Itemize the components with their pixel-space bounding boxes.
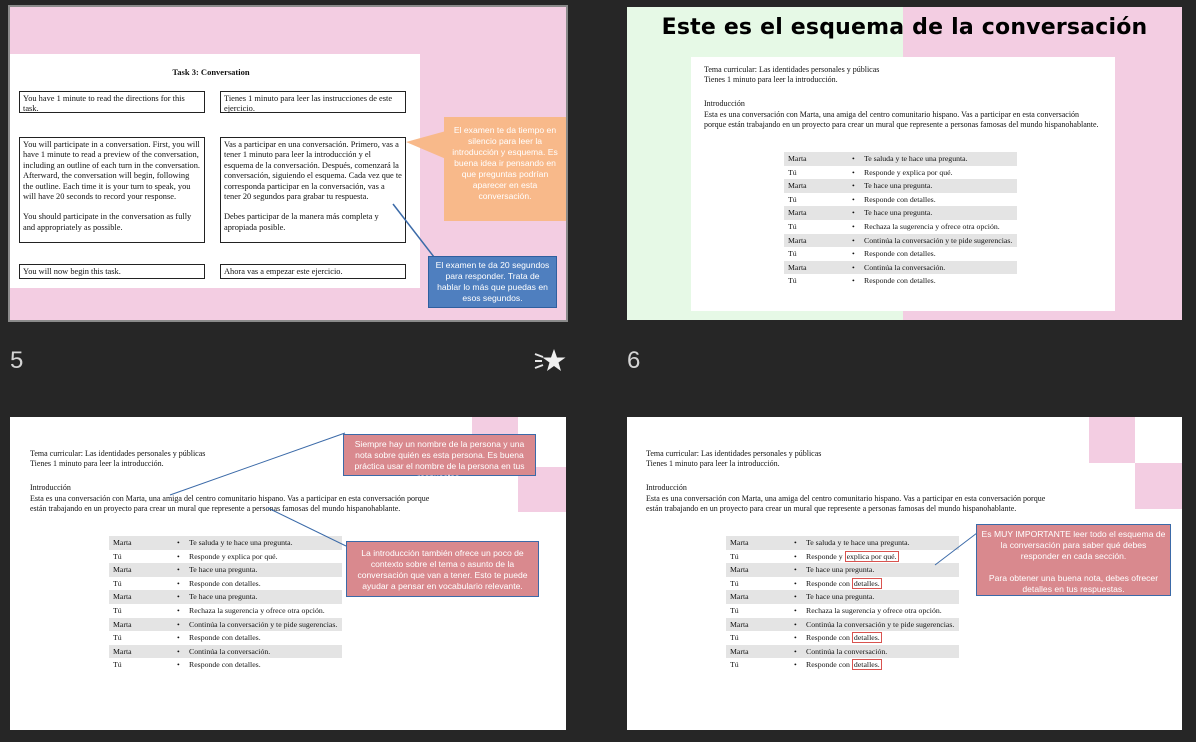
outline-line: Te saluda y te hace una pregunta. bbox=[185, 536, 342, 550]
es-participate-text: Vas a participar en una conversación. Primero, vas a tener 1 minuto para leer la introducción y el esquema de la conversación. Después, comenzará la conversación, siguiendo el esquema. Cada vez que te corresponda participar en la conversación, vas a tener 20 segundos para grabar tu respuesta. bbox=[224, 140, 402, 202]
task-title: Task 3: Conversation bbox=[172, 67, 250, 77]
outline-speaker: Marta bbox=[109, 590, 175, 604]
outline-line: Te hace una pregunta. bbox=[802, 563, 959, 577]
outline-speaker: Marta bbox=[784, 179, 850, 193]
highlighted-phrase: detalles. bbox=[853, 578, 880, 588]
outline-line: Continúa la conversación y te pide sugerencias. bbox=[185, 618, 342, 632]
bullet-icon: • bbox=[794, 660, 797, 670]
outline-line: Te hace una pregunta. bbox=[185, 590, 342, 604]
line-prefix: Responde con bbox=[806, 633, 850, 643]
tiempo-line: Tienes 1 minuto para leer la introducción. bbox=[646, 459, 780, 468]
outline-speaker: Marta bbox=[109, 563, 175, 577]
outline-speaker: Marta bbox=[784, 152, 850, 166]
bullet-icon: • bbox=[852, 194, 855, 204]
outline-row bbox=[784, 247, 1017, 261]
outline-row bbox=[784, 152, 1017, 166]
bullet-icon: • bbox=[792, 536, 802, 550]
outline-line: Continúa la conversación. bbox=[860, 261, 1017, 275]
bullet-icon: • bbox=[792, 563, 802, 577]
bullet-icon: • bbox=[175, 563, 185, 577]
outline-row bbox=[784, 261, 1017, 275]
outline-speaker: Tú bbox=[730, 660, 739, 670]
tiempo-line: Tienes 1 minuto para leer la introducción. bbox=[30, 459, 164, 468]
bullet-icon: • bbox=[792, 590, 802, 604]
bullet-icon: • bbox=[852, 276, 855, 286]
intro-title: Introducción bbox=[30, 483, 71, 492]
slide-6-heading: Este es el esquema de la conversación bbox=[661, 15, 1148, 40]
outline-row bbox=[784, 206, 1017, 220]
outline-speaker: Tú bbox=[730, 578, 739, 588]
outline-speaker: Marta bbox=[784, 261, 850, 275]
outline-line: Responde con detalles. bbox=[189, 578, 261, 588]
outline-speaker: Marta bbox=[726, 645, 792, 659]
outline-line: Continúa la conversación y te pide sugerencias. bbox=[860, 234, 1017, 248]
intro-text: Esta es una conversación con Marta, una amiga del centro comunitario hispano. Vas a participar en esta conversación porque están trabajando en un proyecto para crear un mural que represente a personas famosas del mundo hispanohablante. bbox=[704, 110, 1099, 129]
outline-speaker: Tú bbox=[730, 605, 739, 615]
slide-8-thumbnail[interactable] bbox=[627, 417, 1182, 730]
grade-callout-text: Para obtener una buena nota, debes ofrecer detalles en tus respuestas. bbox=[988, 573, 1159, 594]
outline-line: Te hace una pregunta. bbox=[802, 590, 959, 604]
bullet-icon: • bbox=[850, 261, 860, 275]
bullet-icon: • bbox=[175, 536, 185, 550]
line-prefix: Responde con bbox=[806, 660, 850, 670]
outline-speaker: Marta bbox=[726, 618, 792, 632]
en-participate-text-2: You should participate in the conversation as fully and appropriately as possible. bbox=[23, 212, 192, 232]
bullet-icon: • bbox=[175, 645, 185, 659]
outline-speaker: Tú bbox=[788, 194, 797, 204]
highlighted-phrase: detalles. bbox=[853, 660, 880, 670]
outline-line: Te saluda y te hace una pregunta. bbox=[802, 536, 959, 550]
important-callout-text: Es MUY IMPORTANTE leer todo el esquema de la conversación para saber qué debes responder en cada sección. bbox=[981, 529, 1166, 561]
outline-speaker: Marta bbox=[784, 234, 850, 248]
outline-row bbox=[784, 166, 1017, 180]
outline-speaker: Marta bbox=[109, 536, 175, 550]
bullet-icon: • bbox=[175, 590, 185, 604]
es-begin-box: Ahora vas a empezar este ejercicio. bbox=[220, 264, 406, 279]
tema-line: Tema curricular: Las identidades personales y públicas bbox=[646, 449, 822, 458]
outline-line: Responde y explica por qué. bbox=[189, 551, 278, 561]
outline-row bbox=[784, 274, 1017, 288]
slide-number-6: 6 bbox=[627, 347, 641, 374]
outline-speaker: Marta bbox=[726, 590, 792, 604]
es-participate-text-2: Debes participar de la manera más completa y apropiada posible. bbox=[224, 212, 379, 232]
en-directions-box: You have 1 minute to read the directions for this task. bbox=[19, 91, 205, 113]
bullet-icon: • bbox=[794, 551, 797, 561]
outline-line: Continúa la conversación. bbox=[185, 645, 342, 659]
intro-title: Introducción bbox=[704, 99, 745, 108]
outline-speaker: Tú bbox=[730, 551, 739, 561]
bullet-icon: • bbox=[852, 221, 855, 231]
intro-callout-note: La introducción también ofrece un poco de contexto sobre el tema o asunto de la conversación que van a tener. Esto te puede ayudar a pensar en vocabulario relevante. bbox=[346, 541, 539, 597]
outline-speaker: Marta bbox=[109, 618, 175, 632]
slide-6-thumbnail[interactable] bbox=[627, 7, 1182, 320]
bullet-icon: • bbox=[852, 167, 855, 177]
outline-speaker: Tú bbox=[113, 605, 122, 615]
line-prefix: Responde y bbox=[806, 551, 843, 561]
outline-speaker: Tú bbox=[788, 221, 797, 231]
outline-line: Responde con detalles. bbox=[864, 194, 936, 204]
bullet-icon: • bbox=[850, 152, 860, 166]
outline-row bbox=[784, 179, 1017, 193]
en-participate-text: You will participate in a conversation. First, you will have 1 minute to read a preview of the conversation, including an outline of each turn in the conversation. Afterward, the conversation will begin, following the outline. Each time it is your turn to speak, you will have 20 seconds to record your response. bbox=[23, 140, 200, 202]
highlighted-phrase: detalles. bbox=[853, 633, 880, 643]
outline-speaker: Marta bbox=[109, 645, 175, 659]
en-begin-box: You will now begin this task. bbox=[19, 264, 205, 279]
bullet-icon: • bbox=[850, 179, 860, 193]
outline-line: Rechaza la sugerencia y ofrece otra opción. bbox=[189, 605, 325, 615]
intro-text: Esta es una conversación con Marta, una amiga del centro comunitario hispano. Vas a participar en esta conversación porque están trabajando en un proyecto para crear un mural que represente a personas famosas del mundo hispanohablante. bbox=[30, 494, 430, 513]
bullet-icon: • bbox=[850, 234, 860, 248]
outline-speaker: Tú bbox=[730, 633, 739, 643]
outline-line: Rechaza la sugerencia y ofrece otra opción. bbox=[806, 605, 942, 615]
es-directions-box: Tienes 1 minuto para leer las instrucciones de este ejercicio. bbox=[220, 91, 406, 113]
bullet-icon: • bbox=[175, 618, 185, 632]
line-prefix: Responde con bbox=[806, 578, 850, 588]
bullet-icon: • bbox=[177, 578, 180, 588]
bullet-icon: • bbox=[794, 578, 797, 588]
outline-line: Continúa la conversación y te pide sugerencias. bbox=[802, 618, 959, 632]
bullet-icon: • bbox=[850, 206, 860, 220]
outline-row bbox=[784, 234, 1017, 248]
outline-line: Te hace una pregunta. bbox=[860, 179, 1017, 193]
outline-line: Te hace una pregunta. bbox=[860, 206, 1017, 220]
tiempo-line: Tienes 1 minuto para leer la introducción. bbox=[704, 75, 838, 84]
outline-speaker: Tú bbox=[113, 578, 122, 588]
bullet-icon: • bbox=[177, 605, 180, 615]
outline-line: Responde con detalles. bbox=[864, 276, 936, 286]
outline-line: Rechaza la sugerencia y ofrece otra opción. bbox=[864, 221, 1000, 231]
slide-number-5: 5 bbox=[10, 347, 24, 374]
bullet-icon: • bbox=[794, 633, 797, 643]
outline-speaker: Tú bbox=[788, 249, 797, 259]
outline-line: Te hace una pregunta. bbox=[185, 563, 342, 577]
intro-title: Introducción bbox=[646, 483, 687, 492]
outline-line: Te saluda y te hace una pregunta. bbox=[860, 152, 1017, 166]
intro-text: Esta es una conversación con Marta, una amiga del centro comunitario hispano. Vas a participar en esta conversación porque están trabajando en un proyecto para crear un mural que represente a personas famosas del mundo hispanohablante. bbox=[646, 494, 1046, 513]
outline-speaker: Marta bbox=[784, 206, 850, 220]
orange-callout-note: El examen te da tiempo en silencio para leer la introducción y esquema. Es buena idea ir pensando en que preguntas podrían aparecer en esta conversación. bbox=[444, 117, 566, 221]
outline-line: Responde con detalles. bbox=[189, 633, 261, 643]
bullet-icon: • bbox=[177, 660, 180, 670]
outline-table bbox=[784, 152, 1017, 288]
bullet-icon: • bbox=[792, 618, 802, 632]
bullet-icon: • bbox=[792, 645, 802, 659]
outline-rows bbox=[784, 152, 1017, 288]
bullet-icon: • bbox=[852, 249, 855, 259]
highlighted-phrase: explica por qué. bbox=[846, 551, 897, 561]
outline-speaker: Tú bbox=[113, 633, 122, 643]
outline-line: Responde con detalles. bbox=[189, 660, 261, 670]
outline-speaker: Marta bbox=[726, 563, 792, 577]
outline-line: Responde con detalles. bbox=[864, 249, 936, 259]
outline-line: Continúa la conversación. bbox=[802, 645, 959, 659]
slide-7-thumbnail[interactable] bbox=[10, 417, 566, 730]
bullet-icon: • bbox=[177, 633, 180, 643]
name-callout-note: Siempre hay un nombre de la persona y una nota sobre quién es esta persona. Es buena práctica usar el nombre de la persona en tus respuestas. bbox=[343, 434, 536, 476]
transition-star-icon[interactable] bbox=[534, 348, 566, 374]
outline-speaker: Tú bbox=[113, 551, 122, 561]
important-callout-note bbox=[976, 524, 1171, 596]
slide-5-thumbnail[interactable] bbox=[10, 7, 566, 320]
blue-callout-note: El examen te da 20 segundos para responder. Trata de hablar lo más que puedas en esos segundos. bbox=[428, 256, 557, 308]
outline-row bbox=[784, 193, 1017, 207]
outline-speaker: Tú bbox=[113, 660, 122, 670]
tema-line: Tema curricular: Las identidades personales y públicas bbox=[30, 449, 206, 458]
bullet-icon: • bbox=[177, 551, 180, 561]
tema-line: Tema curricular: Las identidades personales y públicas bbox=[704, 65, 880, 74]
outline-speaker: Tú bbox=[788, 276, 797, 286]
outline-row bbox=[784, 220, 1017, 234]
bullet-icon: • bbox=[794, 605, 797, 615]
outline-line: Responde y explica por qué. bbox=[864, 167, 953, 177]
outline-speaker: Marta bbox=[726, 536, 792, 550]
outline-speaker: Tú bbox=[788, 167, 797, 177]
